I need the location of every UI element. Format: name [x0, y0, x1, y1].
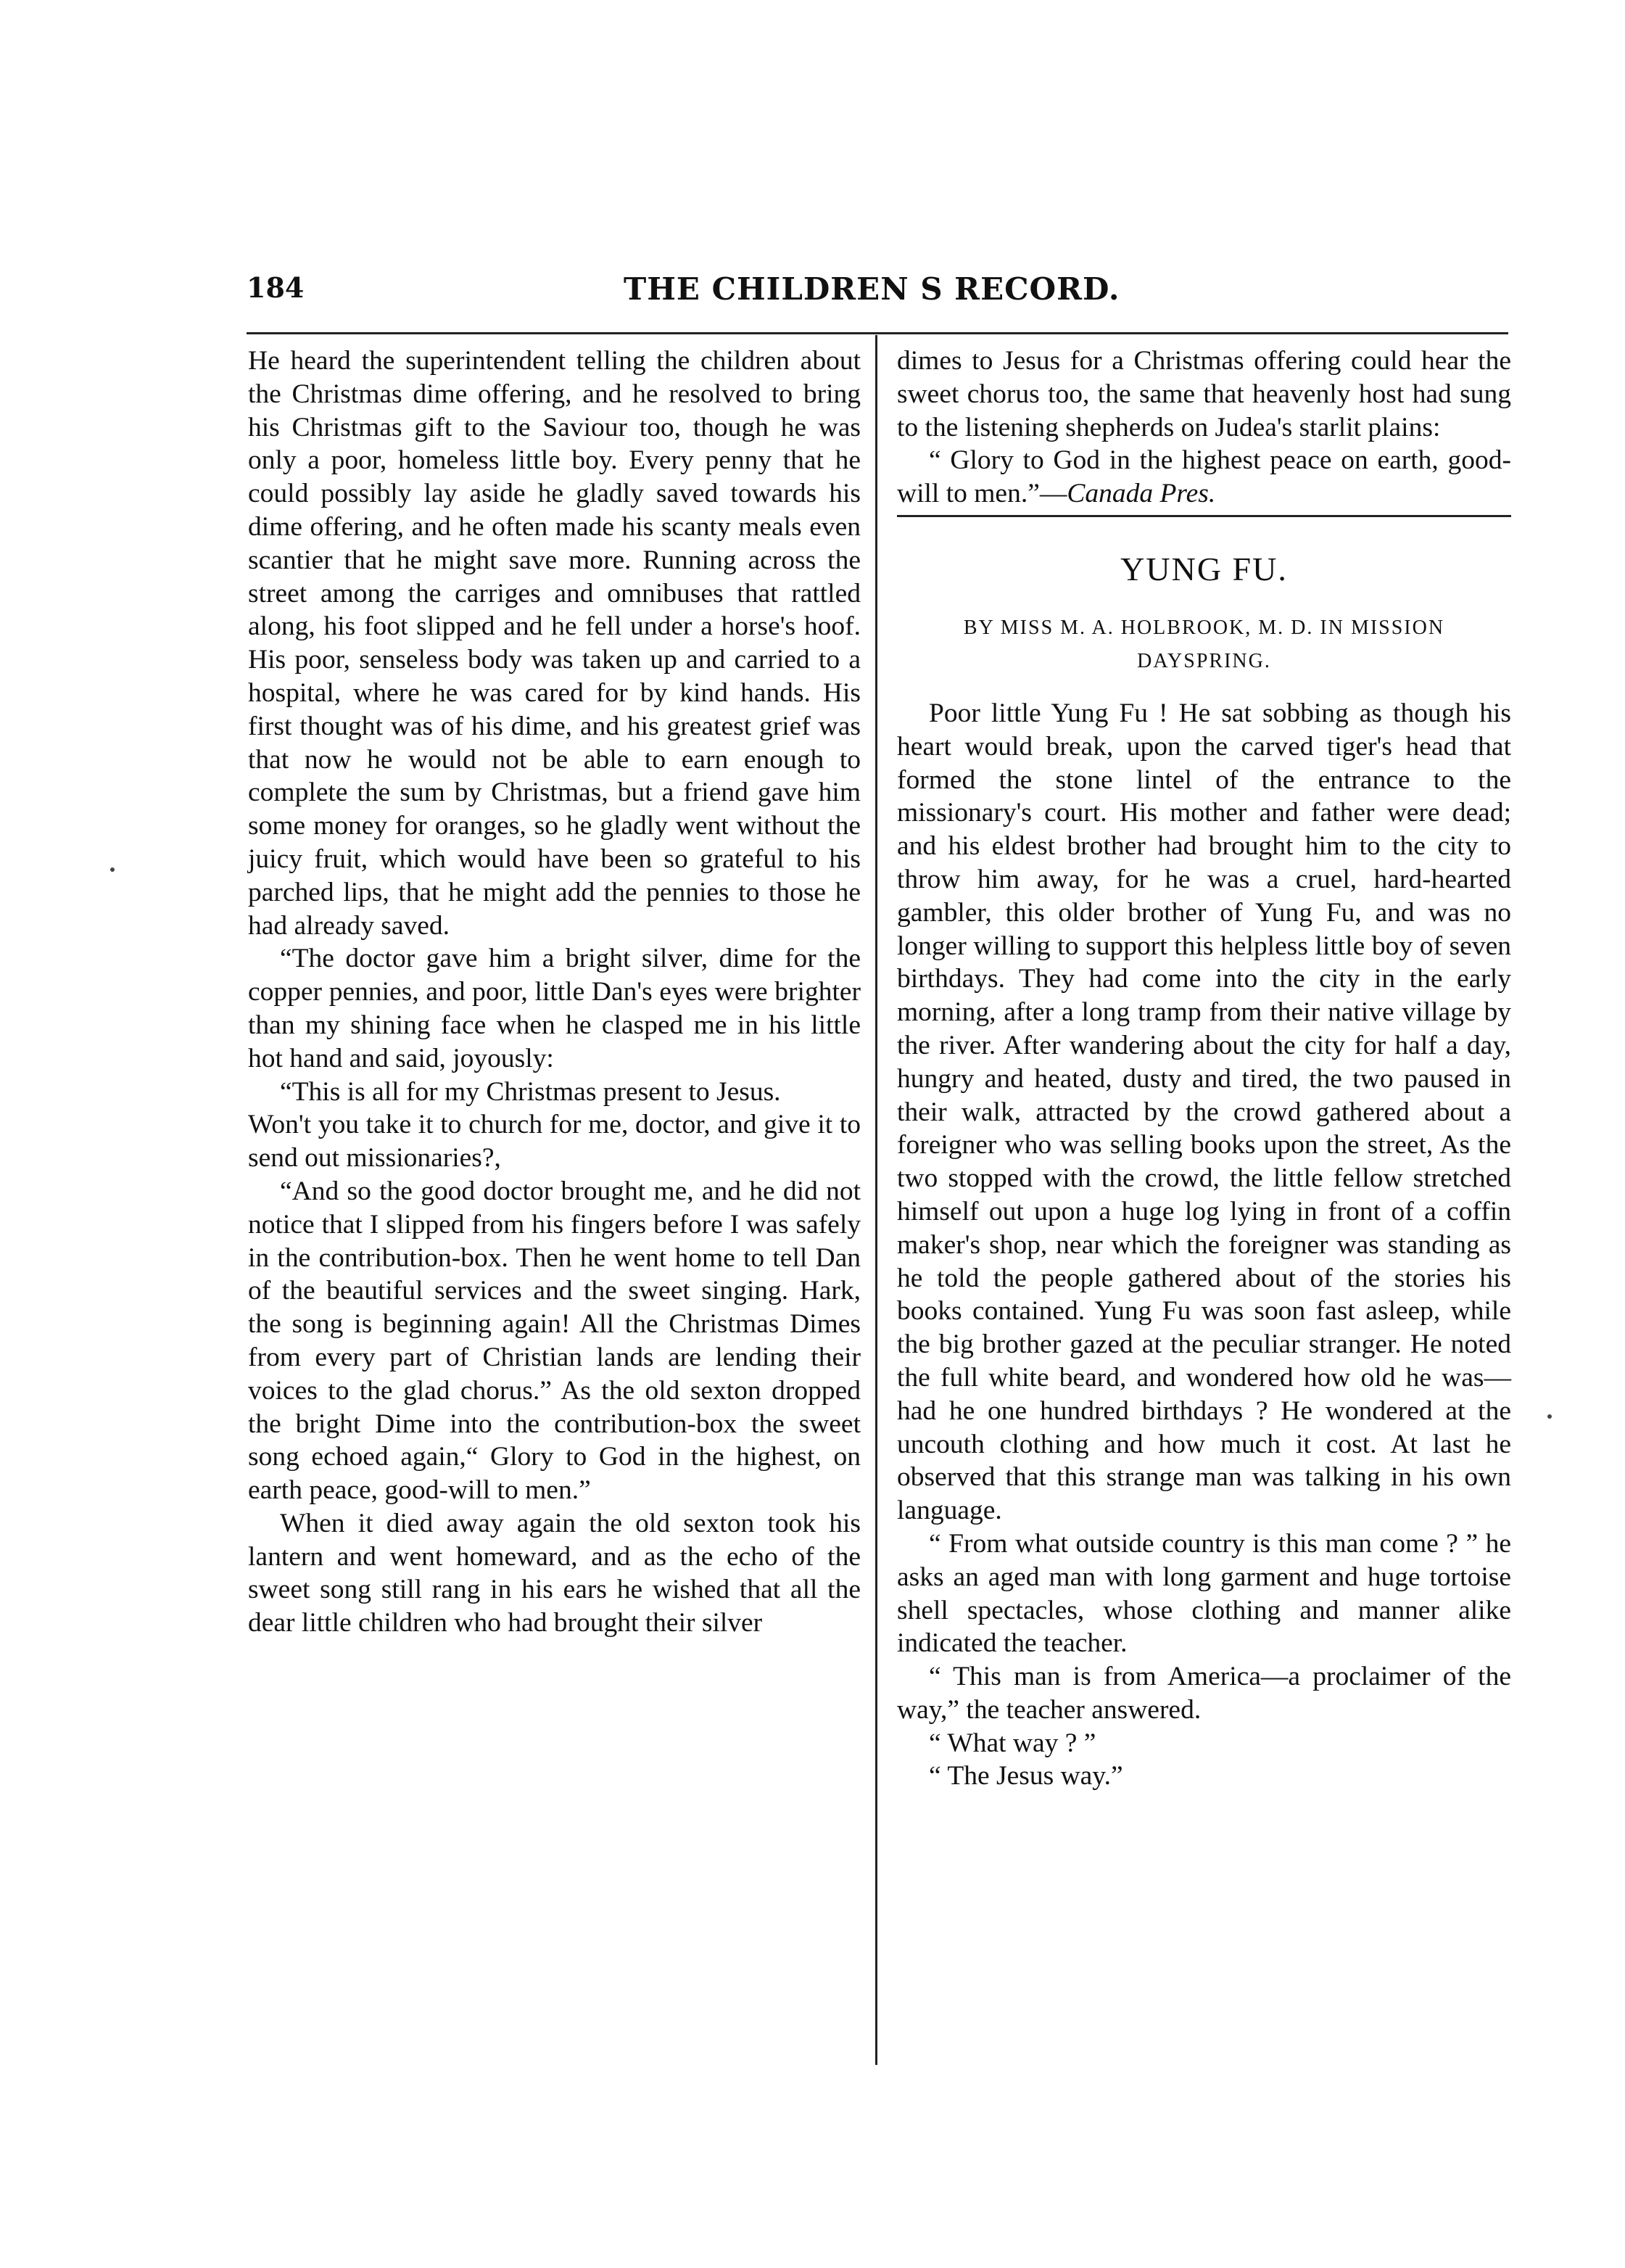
margin-speck — [1547, 1414, 1552, 1419]
left-column — [248, 345, 861, 1640]
paragraph: “The doctor gave him a bright silver, dime for the copper pennies, and poor, little Dan's eyes were brighter than my shining face when he clasped me in his little hot hand and said, joyously: — [248, 944, 861, 1073]
column-divider — [875, 335, 877, 2065]
quote-attribution: Canada Pres. — [1067, 479, 1216, 509]
closing-quote — [897, 444, 1511, 511]
continuation-paragraph: dimes to Jesus for a Christmas offering could hear the sweet chorus too, the same that heavenly host had sung to the listening shepherds on Judea's starlit plains: — [897, 346, 1511, 442]
paragraph: He heard the superintendent telling the children about the Christmas dime offering, and he resolved to bring his Christmas gift to the Saviour too, though he was only a poor, homeless little boy. Every penny that he could possibly lay aside he gladly saved towards his dime offering, and he often made his scanty meals even scantier that he might save more. Running across the street among the carriges and omnibuses that rattled along, his foot slipped and he fell under a horse's hoof. His poor, senseless body was taken up and carried to a hospital, where he was cared for by kind hands. His first thought was of his dime, and his greatest grief was that now he would not be able to earn enough to complete the sum by Christmas, but a friend gave him some money for oranges, so he gladly went without the juicy fruit, which would have been so grateful to his parched lips, that he might add the pennies to those he had already saved. — [248, 346, 861, 941]
paragraph: Poor little Yung Fu ! He sat sobbing as though his heart would break, upon the carved tiger's head that formed the stone lintel of the entrance to the missionary's court. His mother and father were dead; and his eldest brother had brought him to the city to throw him away, for he was a cruel, hard-hearted gambler, this older brother of Yung Fu, and was no longer willing to support this helpless little boy of seven birthdays. They had come into the city in the early morning, after a long tramp from their native village by the river. After wandering about the city for half a day, hungry and heated, dusty and tired, the two paused in their walk, attracted by the crowd gathered about a foreigner who was selling books upon the street, As the two stopped with the crowd, the little fellow stretched himself out upon a huge log lying in front of a coffin maker's shop, near which the foreigner was standing as he told the people gathered about of the stories his books contained. Yung Fu was soon fast asleep, while the big brother gazed at the peculiar stranger. He noted the full white beard, and wondered how old he was—had he one hundred birthdays ? He wondered at the uncouth clothing and how much it cost. At last he observed that this strange man was talking in his own language. — [897, 698, 1511, 1526]
running-head: THE CHILDREN S RECORD. — [624, 271, 1120, 307]
paragraph: “ From what outside country is this man come ? ” he asks an aged man with long garment and huge tortoise shell spectacles, whose clothing and manner alike indicated the teacher. — [897, 1528, 1511, 1659]
paragraph: “ What way ? ” — [929, 1728, 1096, 1758]
article-title: YUNG FU. — [1120, 550, 1288, 587]
quote-text: “ Glory to God in the highest peace on earth, good-will to men.”— — [897, 445, 1511, 509]
paragraph: When it died away again the old sexton took his lantern and went homeward, and as the echo of the sweet song still rang in his ears he wished that all the dear little children who had brought their silver — [248, 1508, 861, 1638]
paragraph: “And so the good doctor brought me, and he did not notice that I slipped from his fingers before I was safely in the contribution-box. Then he went home to tell Dan of the beautiful services and the sweet singing. Hark, the song is beginning again! All the Christmas Dimes from every part of Christian lands are lending their voices to the glad chorus.” As the old sexton dropped the bright Dime into the contribution-box the sweet song echoed again,“ Glory to God in the highest, on earth peace, good-will to men.” — [248, 1176, 861, 1506]
paragraph: “ The Jesus way.” — [929, 1761, 1123, 1791]
paragraph: Won't you take it to church for me, doctor, and give it to send out missionaries?, — [248, 1110, 861, 1174]
page-number: 184 — [247, 271, 305, 304]
paragraph: “ This man is from America—a proclaimer of the way,” the teacher answered. — [897, 1662, 1511, 1725]
article-byline: BY MISS M. A. HOLBROOK, M. D. IN MISSION DAYSPRING. — [963, 616, 1445, 672]
header-rule — [247, 332, 1508, 334]
article-rule — [897, 515, 1511, 517]
right-column — [897, 345, 1511, 1793]
margin-speck — [110, 867, 115, 872]
paragraph: “This is all for my Christmas present to Jesus. — [280, 1076, 781, 1107]
